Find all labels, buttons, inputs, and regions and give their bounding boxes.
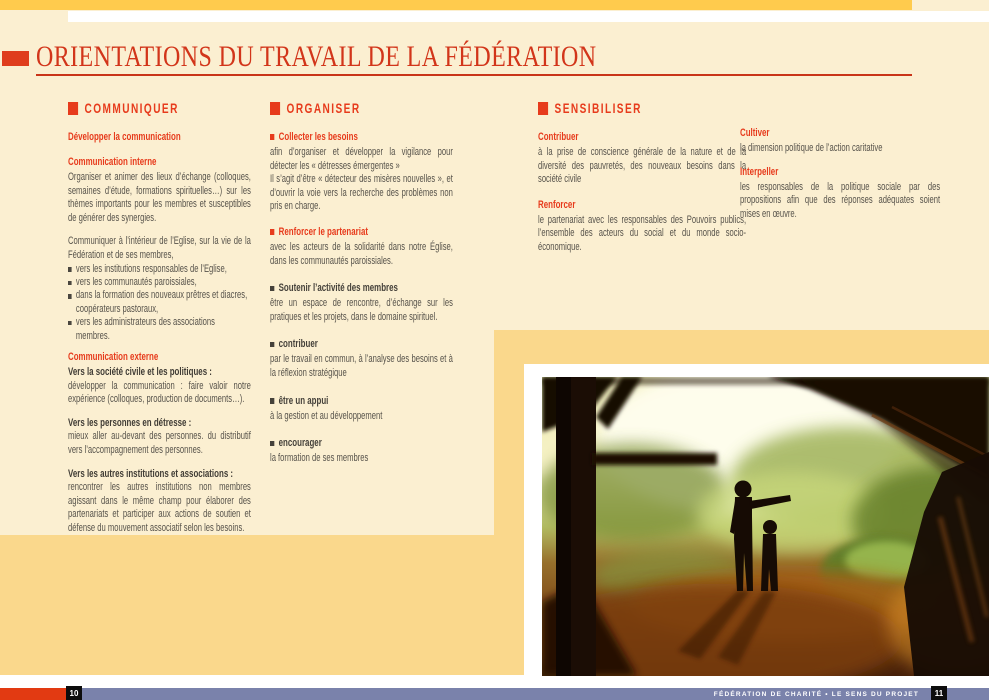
body-paragraph: la dimension politique de l’action caritative [740,142,883,154]
page-number-right: 11 [931,686,947,700]
section-square-icon [68,102,78,115]
red-bullet-head [270,226,453,239]
dark-subhead: Vers les autres institutions et associations : [68,467,234,480]
footer-imprint: FÉDÉRATION DE CHARITÉ • LE SENS DU PROJET [713,690,919,698]
bullet-item [68,276,251,289]
bullet-square-icon [270,342,274,348]
gold-band-left-page [0,535,494,675]
head-text: Soutenir l’activité des membres [278,282,398,295]
bullet-square-icon [68,267,71,272]
body-paragraph: rencontrer les autres institutions non membres agissant dans le même champ pour élaborer des partenariats et participer aux actions de soutien et défense du mouvement associatif selon les besoins. [68,481,251,534]
section-organiser [270,100,453,466]
photo-children-sunset [542,377,989,676]
bullet-list [68,263,251,343]
bullet-square-icon [270,229,274,235]
bullet-square-icon [270,398,274,404]
bullet-text: vers les communautés paroissiales, [75,275,197,288]
dark-subhead: Vers les personnes en détresse : [68,416,192,429]
photo-illustration [542,377,989,676]
section-sensibiliser [538,100,746,255]
body-paragraph: développer la communication : faire valoir notre expérience (colloques, production de documents…). [68,379,251,406]
body-paragraph: la formation de ses membres [270,452,369,465]
body-paragraph: par le travail en commun, à l’analyse des besoins et à la réflexion stratégique [270,353,453,379]
body-paragraph: afin d’organiser et développer la vigilance pour détecter les « détresses émergentes » [270,146,453,172]
section-header-communiquer [68,100,251,117]
dark-bullet-head [270,338,453,351]
head-text: Collecter les besoins [278,131,358,143]
dark-subhead: Vers la société civile et les politiques : [68,366,212,378]
section-communiquer [68,100,251,536]
bullet-item [68,289,251,316]
title-bullet-square-icon [2,51,29,66]
section-header-organiser [270,100,453,117]
head-text: être un appui [278,394,329,407]
head-text: encourager [278,437,322,450]
section-square-icon [270,102,280,115]
section-square-icon [538,102,548,115]
bullet-text: vers les institutions responsables de l’Eglise, [75,262,227,275]
dark-bullet-head [270,437,453,450]
section-header-label: SENSIBILISER [554,100,642,116]
footer-bar [0,688,989,700]
bullet-square-icon [68,321,71,326]
red-subhead: Développer la communication [68,131,181,143]
section-right-column [740,127,940,221]
body-paragraph: Organiser et animer des lieux d’échange (colloques, semaines d’étude, formations spirituelles…) sur les thèmes importants pour les membres et susceptibles de générer des synergies. [68,171,251,224]
page-number-left: 10 [66,686,82,700]
bullet-text: dans la formation des nouveaux prêtres et diacres, coopérateurs pastoraux, [75,289,248,315]
body-paragraph: à la prise de conscience générale de la nature et de la diversité des pauvretés, des nouveaux besoins dans la société civile [538,146,747,186]
body-paragraph: mieux aller au-devant des personnes. du distributif vers l’accompagnement des personnes. [68,430,251,456]
bullet-text: vers les administrateurs des associations membres. [75,316,215,342]
bullet-square-icon [270,441,274,447]
body-paragraph: à la gestion et au développement [270,409,383,422]
bullet-square-icon [270,286,274,292]
bullet-item [68,263,251,276]
head-text: contribuer [278,338,318,351]
section-header-label: ORGANISER [286,100,361,116]
red-subhead: Communication externe [68,351,159,363]
red-bullet-head [270,131,453,144]
dark-bullet-head [270,282,453,295]
title-underline [36,74,912,76]
red-subhead: Renforcer [538,198,576,211]
body-paragraph: le partenariat avec les responsables des Pouvoirs publics, l’ensemble des acteurs du social et du monde socio-économique. [538,213,747,253]
red-subhead: Cultiver [740,127,770,139]
body-paragraph: être un espace de rencontre, d’échange sur les pratiques et les projets, dans le domaine spirituel. [270,297,453,323]
section-header-label: COMMUNIQUER [84,100,179,116]
body-paragraph: avec les acteurs de la solidarité dans notre Église, dans les communautés paroissiales. [270,240,453,267]
bullet-square-icon [270,134,274,140]
top-white-strip [68,11,989,22]
dark-bullet-head [270,395,453,408]
body-paragraph: Communiquer à l’intérieur de l’Eglise, sur la vie de la Fédération et de ses membres, [68,235,251,261]
body-paragraph: les responsables de la politique sociale par des propositions afin que des réponses adéquates soient mises en œuvre. [740,180,941,220]
red-subhead: Interpeller [740,165,779,178]
photo-frame [524,364,989,676]
head-text: Renforcer le partenariat [278,225,368,238]
bullet-square-icon [68,294,71,299]
bullet-square-icon [68,281,71,286]
section-header-sensibiliser [538,100,746,117]
body-paragraph: Il s’agit d’être « détecteur des misères nouvelles », et d’ouvrir la voie vers la recherche des problèmes non pris en charge. [270,173,453,213]
red-subhead: Contribuer [538,131,579,143]
red-subhead: Communication interne [68,156,157,168]
page-title: ORIENTATIONS DU TRAVAIL DE LA FÉDÉRATION [36,40,597,73]
bullet-item [68,316,251,343]
top-yellow-band [0,0,912,10]
footer-red-segment [0,688,66,700]
